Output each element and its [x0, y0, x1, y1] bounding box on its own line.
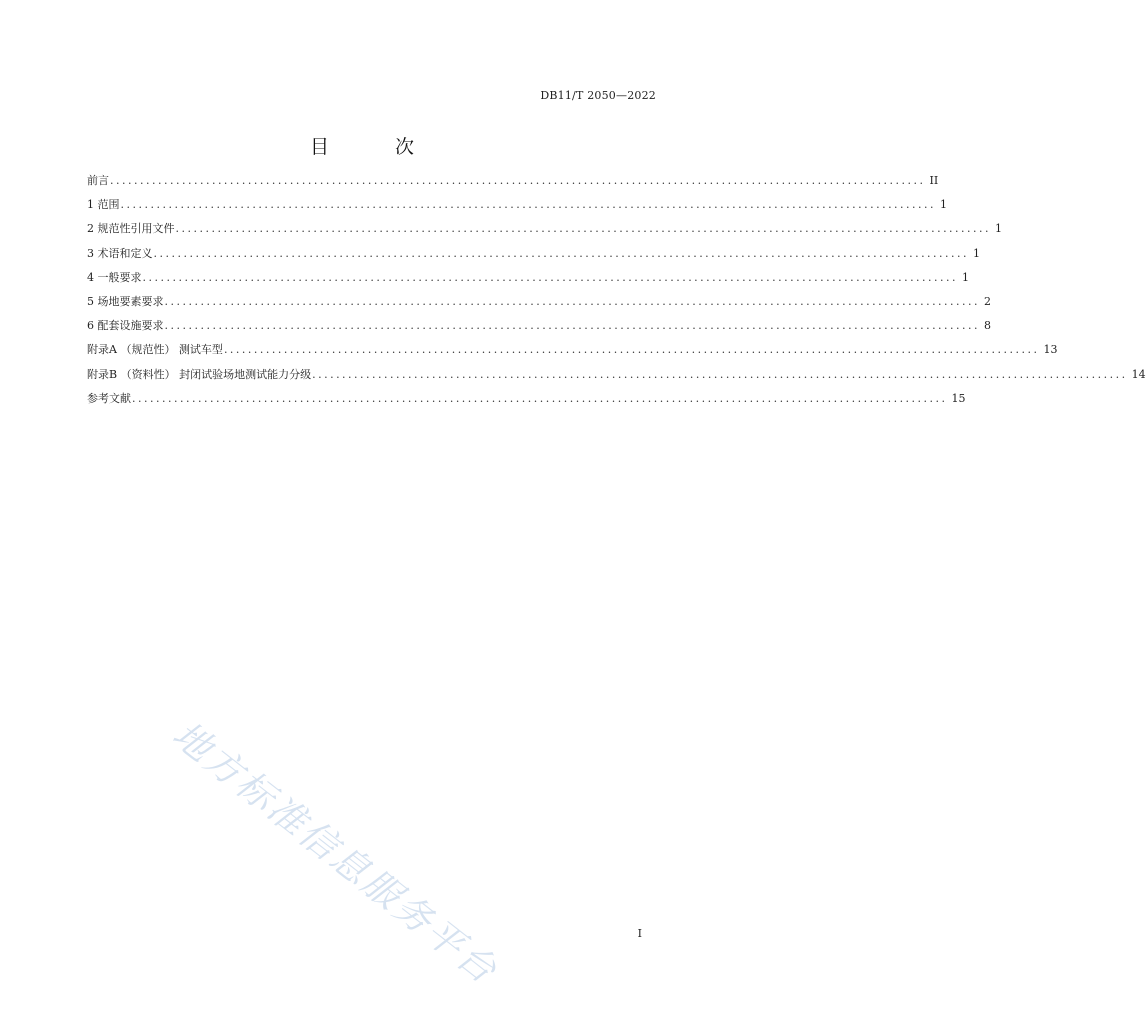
toc-entry-label: 附录B （资料性） 封闭试验场地测试能力分级 — [87, 367, 312, 381]
toc-entry-scope[interactable] — [87, 198, 948, 222]
table-of-contents — [87, 174, 1146, 416]
toc-entry-page: 1 — [995, 222, 1003, 236]
page-number: I — [637, 927, 642, 940]
toc-entry-page: 15 — [951, 391, 966, 405]
toc-leader-dots: ........................................................................................................................................ — [142, 270, 959, 284]
toc-entry-page: 1 — [973, 246, 981, 260]
toc-entry-page: 8 — [984, 319, 992, 333]
toc-entry-page: 13 — [1043, 343, 1058, 357]
toc-entry-page: 2 — [984, 294, 992, 308]
toc-entry-label: 5 场地要素要求 — [87, 294, 164, 308]
toc-leader-dots: ........................................................................................................................................ — [153, 246, 970, 260]
toc-entry-page: II — [929, 174, 939, 187]
toc-entry-site-elements[interactable] — [87, 294, 992, 319]
toc-entry-page: 14 — [1131, 367, 1146, 381]
toc-leader-dots: ........................................................................................................................................ — [120, 198, 937, 212]
watermark: 地方标准信息服务平台 — [164, 712, 507, 993]
toc-leader-dots: ........................................................................................................................................ — [312, 367, 1128, 381]
toc-entry-label: 3 术语和定义 — [87, 246, 153, 260]
toc-leader-dots: ........................................................................................................................................ — [164, 319, 981, 333]
toc-entry-label: 前言 — [87, 174, 109, 187]
toc-entry-terms-definitions[interactable] — [87, 246, 981, 271]
page-title: 目 次 — [309, 136, 445, 158]
toc-entry-page: 1 — [962, 270, 970, 284]
toc-entry-foreword[interactable] — [87, 174, 939, 198]
toc-leader-dots: ........................................................................................................................................ — [132, 391, 948, 405]
toc-entry-page: 1 — [940, 198, 948, 212]
toc-entry-general-requirements[interactable] — [87, 270, 970, 295]
toc-entry-label: 1 范围 — [87, 198, 120, 212]
toc-entry-appendix-a[interactable] — [87, 343, 1058, 367]
toc-entry-appendix-b[interactable] — [87, 367, 1146, 392]
standard-code: DB11/T 2050—2022 — [540, 89, 656, 102]
toc-entry-label: 2 规范性引用文件 — [87, 222, 175, 236]
toc-leader-dots: ........................................................................................................................................ — [223, 343, 1040, 357]
toc-entry-bibliography[interactable] — [87, 391, 966, 416]
toc-leader-dots: ........................................................................................................................................ — [175, 222, 992, 236]
toc-leader-dots: ........................................................................................................................................ — [164, 294, 981, 308]
toc-leader-dots: ........................................................................................................................................ — [110, 174, 926, 187]
toc-entry-label: 附录A （规范性） 测试车型 — [87, 343, 223, 357]
toc-entry-label: 6 配套设施要求 — [87, 319, 164, 333]
toc-entry-supporting-facilities[interactable] — [87, 319, 992, 343]
toc-entry-normative-references[interactable] — [87, 222, 1003, 246]
toc-entry-label: 参考文献 — [87, 391, 131, 405]
toc-entry-label: 4 一般要求 — [87, 270, 142, 284]
